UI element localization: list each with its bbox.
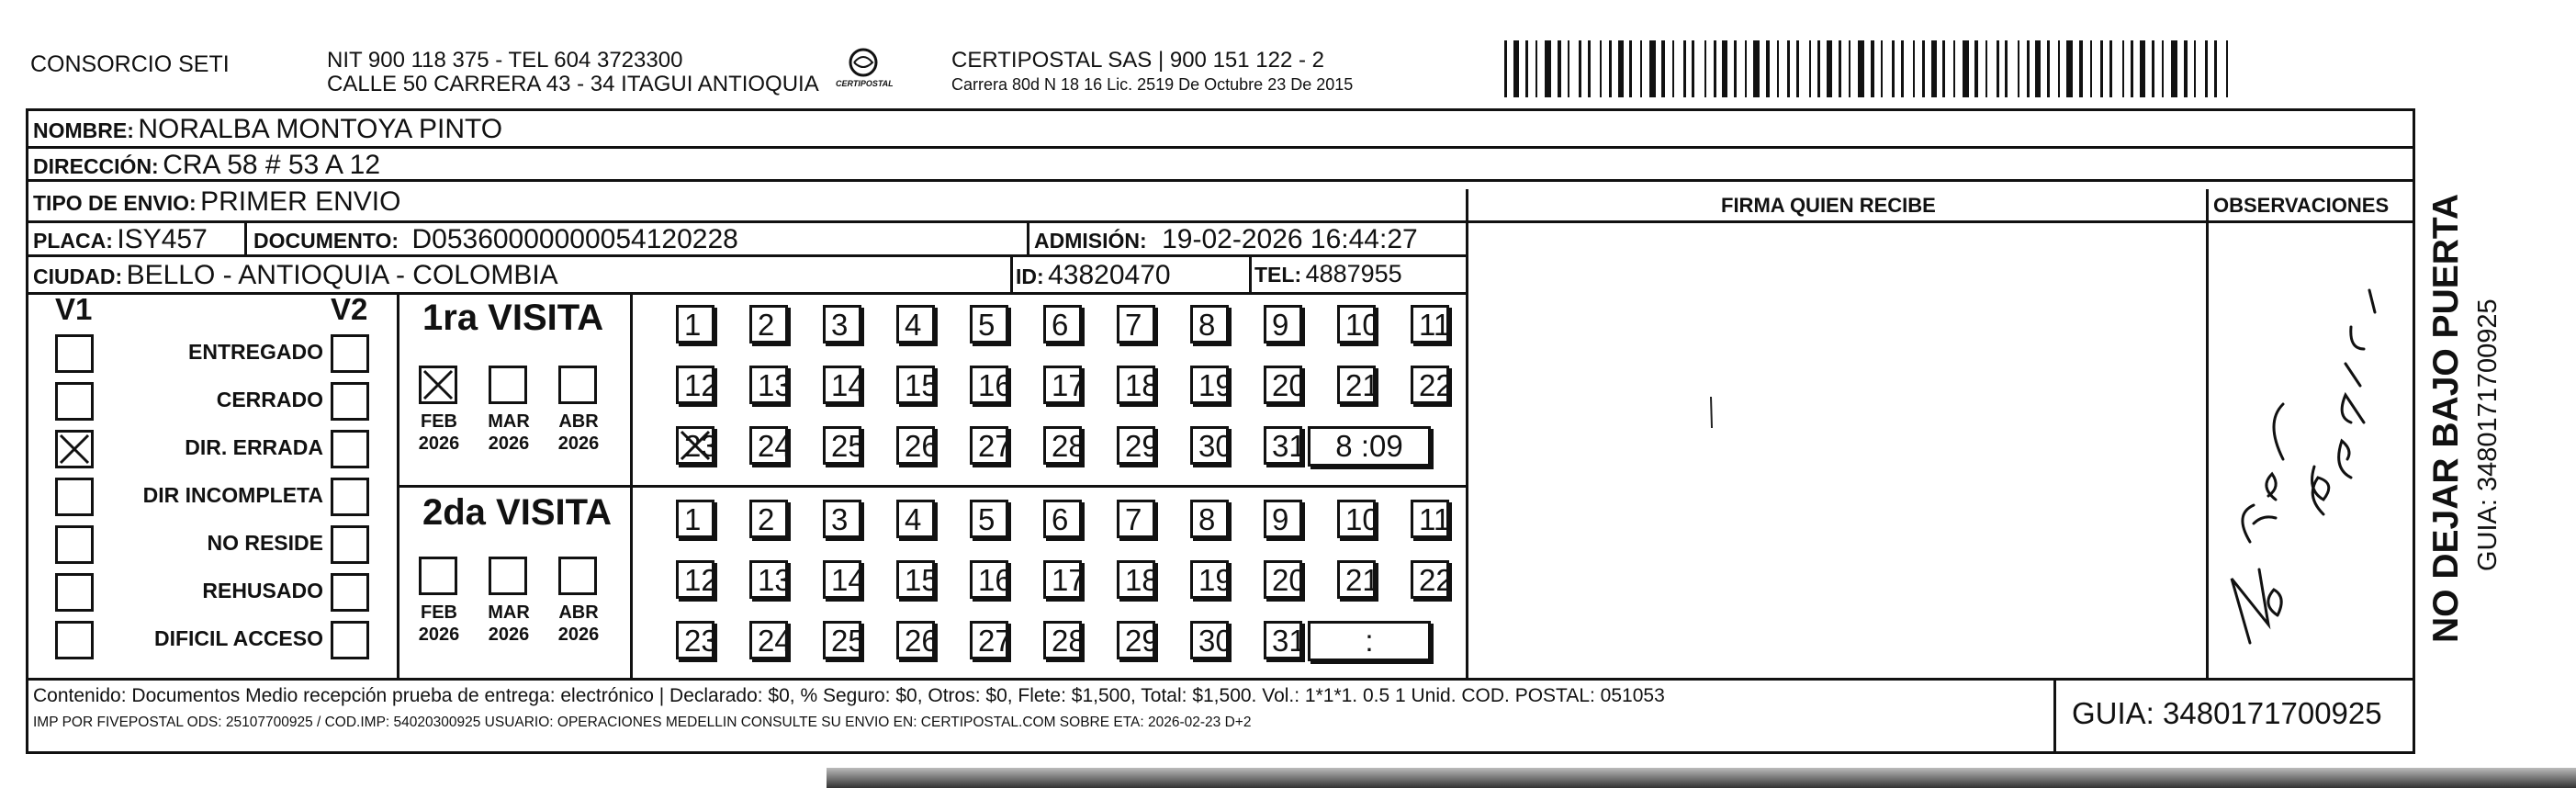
status-option-label: DIR INCOMPLETA <box>142 483 323 507</box>
day-box[interactable]: 6 <box>1043 500 1082 538</box>
month-year: 2026 <box>557 433 600 454</box>
company-address: CALLE 50 CARRERA 43 - 34 ITAGUI ANTIOQUIA <box>327 72 819 96</box>
day-box[interactable]: 25 <box>823 426 861 465</box>
placa-value: ISY457 <box>117 224 208 254</box>
no-dejar-bajo-puerta: NO DEJAR BAJO PUERTA <box>2426 193 2466 643</box>
tel-row <box>1254 260 1402 288</box>
placa-row <box>33 224 208 255</box>
day-box[interactable]: 8 <box>1190 500 1229 538</box>
month-label: MAR <box>488 602 530 623</box>
barcode-bar <box>2194 40 2196 97</box>
day-box[interactable]: 18 <box>1117 366 1155 404</box>
day-box[interactable]: 12 <box>676 560 714 599</box>
barcode <box>1504 40 2239 97</box>
month-year: 2026 <box>557 625 600 645</box>
day-box[interactable]: 31 <box>1264 426 1302 465</box>
barcode-bar <box>2140 40 2145 97</box>
day-box[interactable]: 3 <box>823 500 861 538</box>
day-box[interactable]: 30 <box>1190 621 1229 659</box>
day-box[interactable]: 4 <box>896 500 935 538</box>
barcode-bar <box>2027 40 2030 97</box>
barcode-bar <box>1997 40 1999 97</box>
ciudad-label: CIUDAD: <box>33 265 123 288</box>
time-box[interactable]: 8 :09 <box>1308 426 1431 467</box>
barcode-bar <box>1796 40 1799 97</box>
barcode-bar <box>1734 40 1737 97</box>
barcode-bar <box>1513 40 1519 97</box>
day-box[interactable]: 27 <box>970 621 1008 659</box>
day-box[interactable]: 17 <box>1043 560 1082 599</box>
barcode-bar <box>2005 40 2008 97</box>
day-box[interactable]: 14 <box>823 366 861 404</box>
id-value: 43820470 <box>1048 260 1171 290</box>
day-box[interactable]: 28 <box>1043 621 1082 659</box>
day-box[interactable]: 20 <box>1264 560 1302 599</box>
day-box[interactable]: 4 <box>896 305 935 343</box>
direccion-value: CRA 58 # 53 A 12 <box>163 150 381 180</box>
placa-label: PLACA: <box>33 229 113 253</box>
barcode-bar <box>2079 40 2083 97</box>
day-box[interactable]: 16 <box>970 366 1008 404</box>
license-line: Carrera 80d N 18 16 Lic. 2519 De Octubre 23 De 2015 <box>951 75 1354 94</box>
logo-text: CERTIPOSTAL <box>836 79 894 88</box>
day-box[interactable]: 2 <box>749 305 788 343</box>
admision-row <box>1034 224 1418 255</box>
documento-label: DOCUMENTO: <box>253 229 399 253</box>
day-box[interactable]: 5 <box>970 500 1008 538</box>
barcode-bar <box>1672 40 1674 97</box>
barcode-bar <box>1753 40 1760 97</box>
month-label: FEB <box>421 602 457 623</box>
barcode-bar <box>1849 40 1850 97</box>
day-box[interactable]: 27 <box>970 426 1008 465</box>
day-box[interactable]: 10 <box>1337 305 1376 343</box>
day-box[interactable]: 26 <box>896 426 935 465</box>
barcode-bar <box>2058 40 2060 97</box>
barcode-bar <box>2035 40 2041 97</box>
barcode-bar <box>1579 40 1581 97</box>
day-box[interactable]: 22 <box>1411 560 1449 599</box>
barcode-bar <box>1600 40 1602 97</box>
status-option-label: DIFICIL ACCESO <box>153 626 323 650</box>
barcode-bar <box>1953 40 1955 97</box>
barcode-bar <box>2018 40 2019 97</box>
day-box[interactable]: 16 <box>970 560 1008 599</box>
admision-value: 19-02-2026 16:44:27 <box>1162 224 1418 254</box>
barcode-bar <box>1504 40 1507 97</box>
barcode-bar <box>2090 40 2092 97</box>
nit-line: NIT 900 118 375 - TEL 604 3723300 <box>327 48 683 73</box>
v1-label: V1 <box>55 292 93 326</box>
observaciones-handwriting <box>2213 276 2388 661</box>
visit2-title: 2da VISITA <box>422 492 612 533</box>
barcode-bar <box>1535 40 1537 97</box>
month-checkbox[interactable] <box>419 366 457 404</box>
day-box[interactable]: 6 <box>1043 305 1082 343</box>
day-box[interactable]: 29 <box>1117 426 1155 465</box>
nombre-label: NOMBRE: <box>33 118 134 142</box>
barcode-bar <box>1913 40 1915 97</box>
month-year: 2026 <box>488 433 530 454</box>
day-box[interactable]: 18 <box>1117 560 1155 599</box>
day-box[interactable]: 23 <box>676 426 714 465</box>
day-box[interactable]: 2 <box>749 500 788 538</box>
day-box[interactable]: 9 <box>1264 500 1302 538</box>
visit1-title: 1ra VISITA <box>422 298 604 338</box>
barcode-bar <box>2214 40 2217 97</box>
barcode-bar <box>2109 40 2112 97</box>
barcode-bar <box>1618 40 1624 97</box>
barcode-bar <box>1787 40 1790 97</box>
company-name: CONSORCIO SETI <box>30 51 230 77</box>
barcode-bar <box>2047 40 2050 97</box>
barcode-bar <box>1714 40 1716 97</box>
month-label: MAR <box>488 411 530 432</box>
barcode-bar <box>1974 40 1978 97</box>
tel-label: TEL: <box>1254 263 1302 287</box>
barcode-bar <box>1901 40 1904 97</box>
barcode-bar <box>1588 40 1591 97</box>
tel-value: 4887955 <box>1305 260 1402 287</box>
barcode-bar <box>1745 40 1747 97</box>
v2-checkbox[interactable] <box>331 382 369 421</box>
ciudad-row <box>33 260 558 291</box>
day-box[interactable]: 24 <box>749 426 788 465</box>
v2-checkbox[interactable] <box>331 478 369 516</box>
barcode-bar <box>1649 40 1656 97</box>
barcode-bar <box>1827 40 1832 97</box>
barcode-bar <box>1609 40 1612 97</box>
v2-checkbox[interactable] <box>331 525 369 564</box>
certipostal-line: CERTIPOSTAL SAS | 900 151 122 - 2 <box>951 48 1324 73</box>
barcode-bar <box>1629 40 1632 97</box>
day-box[interactable]: 29 <box>1117 621 1155 659</box>
day-box[interactable]: 28 <box>1043 426 1082 465</box>
day-box[interactable]: 17 <box>1043 366 1082 404</box>
status-option-label: NO RESIDE <box>207 531 323 555</box>
barcode-bar <box>2205 40 2208 97</box>
barcode-bar <box>2122 40 2124 97</box>
barcode-bar <box>1922 40 1925 97</box>
firma-title: FIRMA QUIEN RECIBE <box>1721 194 1936 217</box>
day-box[interactable]: 15 <box>896 366 935 404</box>
day-box[interactable]: 25 <box>823 621 861 659</box>
day-box[interactable]: 20 <box>1264 366 1302 404</box>
time-box[interactable]: : <box>1308 621 1431 661</box>
barcode-bar <box>1871 40 1874 97</box>
day-box[interactable]: 31 <box>1264 621 1302 659</box>
month-checkbox[interactable] <box>489 366 527 404</box>
tipo-value: PRIMER ENVIO <box>200 186 401 217</box>
nombre-row <box>33 114 502 145</box>
barcode-bar <box>1942 40 1945 97</box>
barcode-bar <box>2184 40 2188 97</box>
barcode-bar <box>2226 40 2228 97</box>
documento-value: D05360000000054120228 <box>411 224 738 254</box>
barcode-bar <box>1766 40 1770 97</box>
day-box[interactable]: 1 <box>676 305 714 343</box>
month-checkbox[interactable] <box>558 557 597 595</box>
barcode-bar <box>2100 40 2103 97</box>
barcode-bar <box>2131 40 2133 97</box>
day-box[interactable]: 12 <box>676 366 714 404</box>
barcode-bar <box>1985 40 1987 97</box>
day-box[interactable]: 9 <box>1264 305 1302 343</box>
month-label: FEB <box>421 411 457 432</box>
barcode-bar <box>1809 40 1811 97</box>
barcode-bar <box>1931 40 1937 97</box>
v2-label: V2 <box>331 292 368 326</box>
observaciones-title: OBSERVACIONES <box>2213 194 2390 217</box>
barcode-bar <box>1892 40 1895 97</box>
barcode-bar <box>1545 40 1551 97</box>
nombre-value: NORALBA MONTOYA PINTO <box>138 114 503 144</box>
day-box[interactable]: 15 <box>896 560 935 599</box>
v2-checkbox[interactable] <box>331 573 369 612</box>
barcode-bar <box>1817 40 1820 97</box>
day-box[interactable]: 10 <box>1337 500 1376 538</box>
barcode-bar <box>1692 40 1694 97</box>
day-box[interactable]: 26 <box>896 621 935 659</box>
month-year: 2026 <box>488 625 530 645</box>
barcode-bar <box>1722 40 1727 97</box>
day-box[interactable]: 23 <box>676 621 714 659</box>
barcode-bar <box>1683 40 1686 97</box>
barcode-bar <box>1568 40 1569 97</box>
id-row <box>1016 260 1171 291</box>
day-box[interactable]: 21 <box>1337 366 1376 404</box>
status-option-label: DIR. ERRADA <box>185 435 323 459</box>
day-box[interactable]: 13 <box>749 366 788 404</box>
day-box[interactable]: 22 <box>1411 366 1449 404</box>
footer-guia: GUIA: 3480171700925 <box>2072 696 2382 730</box>
scan-edge <box>827 768 2576 788</box>
tipo-envio-row <box>33 186 400 218</box>
barcode-bar <box>1963 40 1969 97</box>
day-box[interactable]: 13 <box>749 560 788 599</box>
day-box[interactable]: 7 <box>1117 500 1155 538</box>
day-box[interactable]: 5 <box>970 305 1008 343</box>
id-label: ID: <box>1016 265 1044 288</box>
barcode-bar <box>1661 40 1665 97</box>
signature-mark <box>1708 395 1715 432</box>
barcode-bar <box>1525 40 1528 97</box>
day-box[interactable]: 11 <box>1411 305 1449 343</box>
barcode-bar <box>2152 40 2154 97</box>
direccion-label: DIRECCIÓN: <box>33 154 159 178</box>
day-box[interactable]: 3 <box>823 305 861 343</box>
admision-label: ADMISIÓN: <box>1034 229 1147 253</box>
day-box[interactable]: 1 <box>676 500 714 538</box>
ciudad-value: BELLO - ANTIOQUIA - COLOMBIA <box>126 260 558 290</box>
barcode-bar <box>1640 40 1642 97</box>
status-option-label: ENTREGADO <box>188 340 323 364</box>
barcode-bar <box>1777 40 1779 97</box>
contenido-line: Contenido: Documentos Medio recepción prueba de entrega: electrónico | Declarado: $0, % Seguro: $0, Otros: $0, Flete: $1,500, Total: $1,500. Vol.: 1*1*1. 0.5 1 Unid. COD. POSTAL: 051053 <box>33 685 1665 706</box>
month-year: 2026 <box>418 433 460 454</box>
day-box[interactable]: 19 <box>1190 560 1229 599</box>
day-box[interactable]: 24 <box>749 621 788 659</box>
barcode-bar <box>2171 40 2177 97</box>
direccion-row <box>33 150 380 181</box>
barcode-bar <box>1881 40 1883 97</box>
documento-row <box>253 224 738 255</box>
day-box[interactable]: 21 <box>1337 560 1376 599</box>
barcode-bar <box>1839 40 1841 97</box>
status-option-label: REHUSADO <box>202 579 323 602</box>
day-box[interactable]: 14 <box>823 560 861 599</box>
month-checkbox[interactable] <box>558 366 597 404</box>
barcode-bar <box>1704 40 1706 97</box>
month-year: 2026 <box>418 625 460 645</box>
day-box[interactable]: 11 <box>1411 500 1449 538</box>
side-guia: GUIA: 3480171700925 <box>2473 298 2503 571</box>
barcode-bar <box>1858 40 1864 97</box>
month-checkbox[interactable] <box>419 557 457 595</box>
day-box[interactable]: 8 <box>1190 305 1229 343</box>
day-box[interactable]: 7 <box>1117 305 1155 343</box>
month-checkbox[interactable] <box>489 557 527 595</box>
status-option-label: CERRADO <box>216 388 323 411</box>
barcode-bar <box>1558 40 1561 97</box>
month-label: ABR <box>558 411 599 432</box>
v2-checkbox[interactable] <box>331 430 369 468</box>
certipostal-logo <box>836 44 894 96</box>
barcode-bar <box>2162 40 2164 97</box>
day-box[interactable]: 19 <box>1190 366 1229 404</box>
month-label: ABR <box>558 602 599 623</box>
v2-checkbox[interactable] <box>331 334 369 373</box>
tipo-label: TIPO DE ENVIO: <box>33 191 197 215</box>
imp-line: IMP POR FIVEPOSTAL ODS: 25107700925 / COD.IMP: 54020300925 USUARIO: OPERACIONES MEDELLIN CONSULTE SU ENVIO EN: CERTIPOSTAL.COM SOBRE ETA: 2026-02-23 D+2 <box>33 715 1252 730</box>
v2-checkbox[interactable] <box>331 621 369 659</box>
barcode-bar <box>2066 40 2073 97</box>
day-box[interactable]: 30 <box>1190 426 1229 465</box>
